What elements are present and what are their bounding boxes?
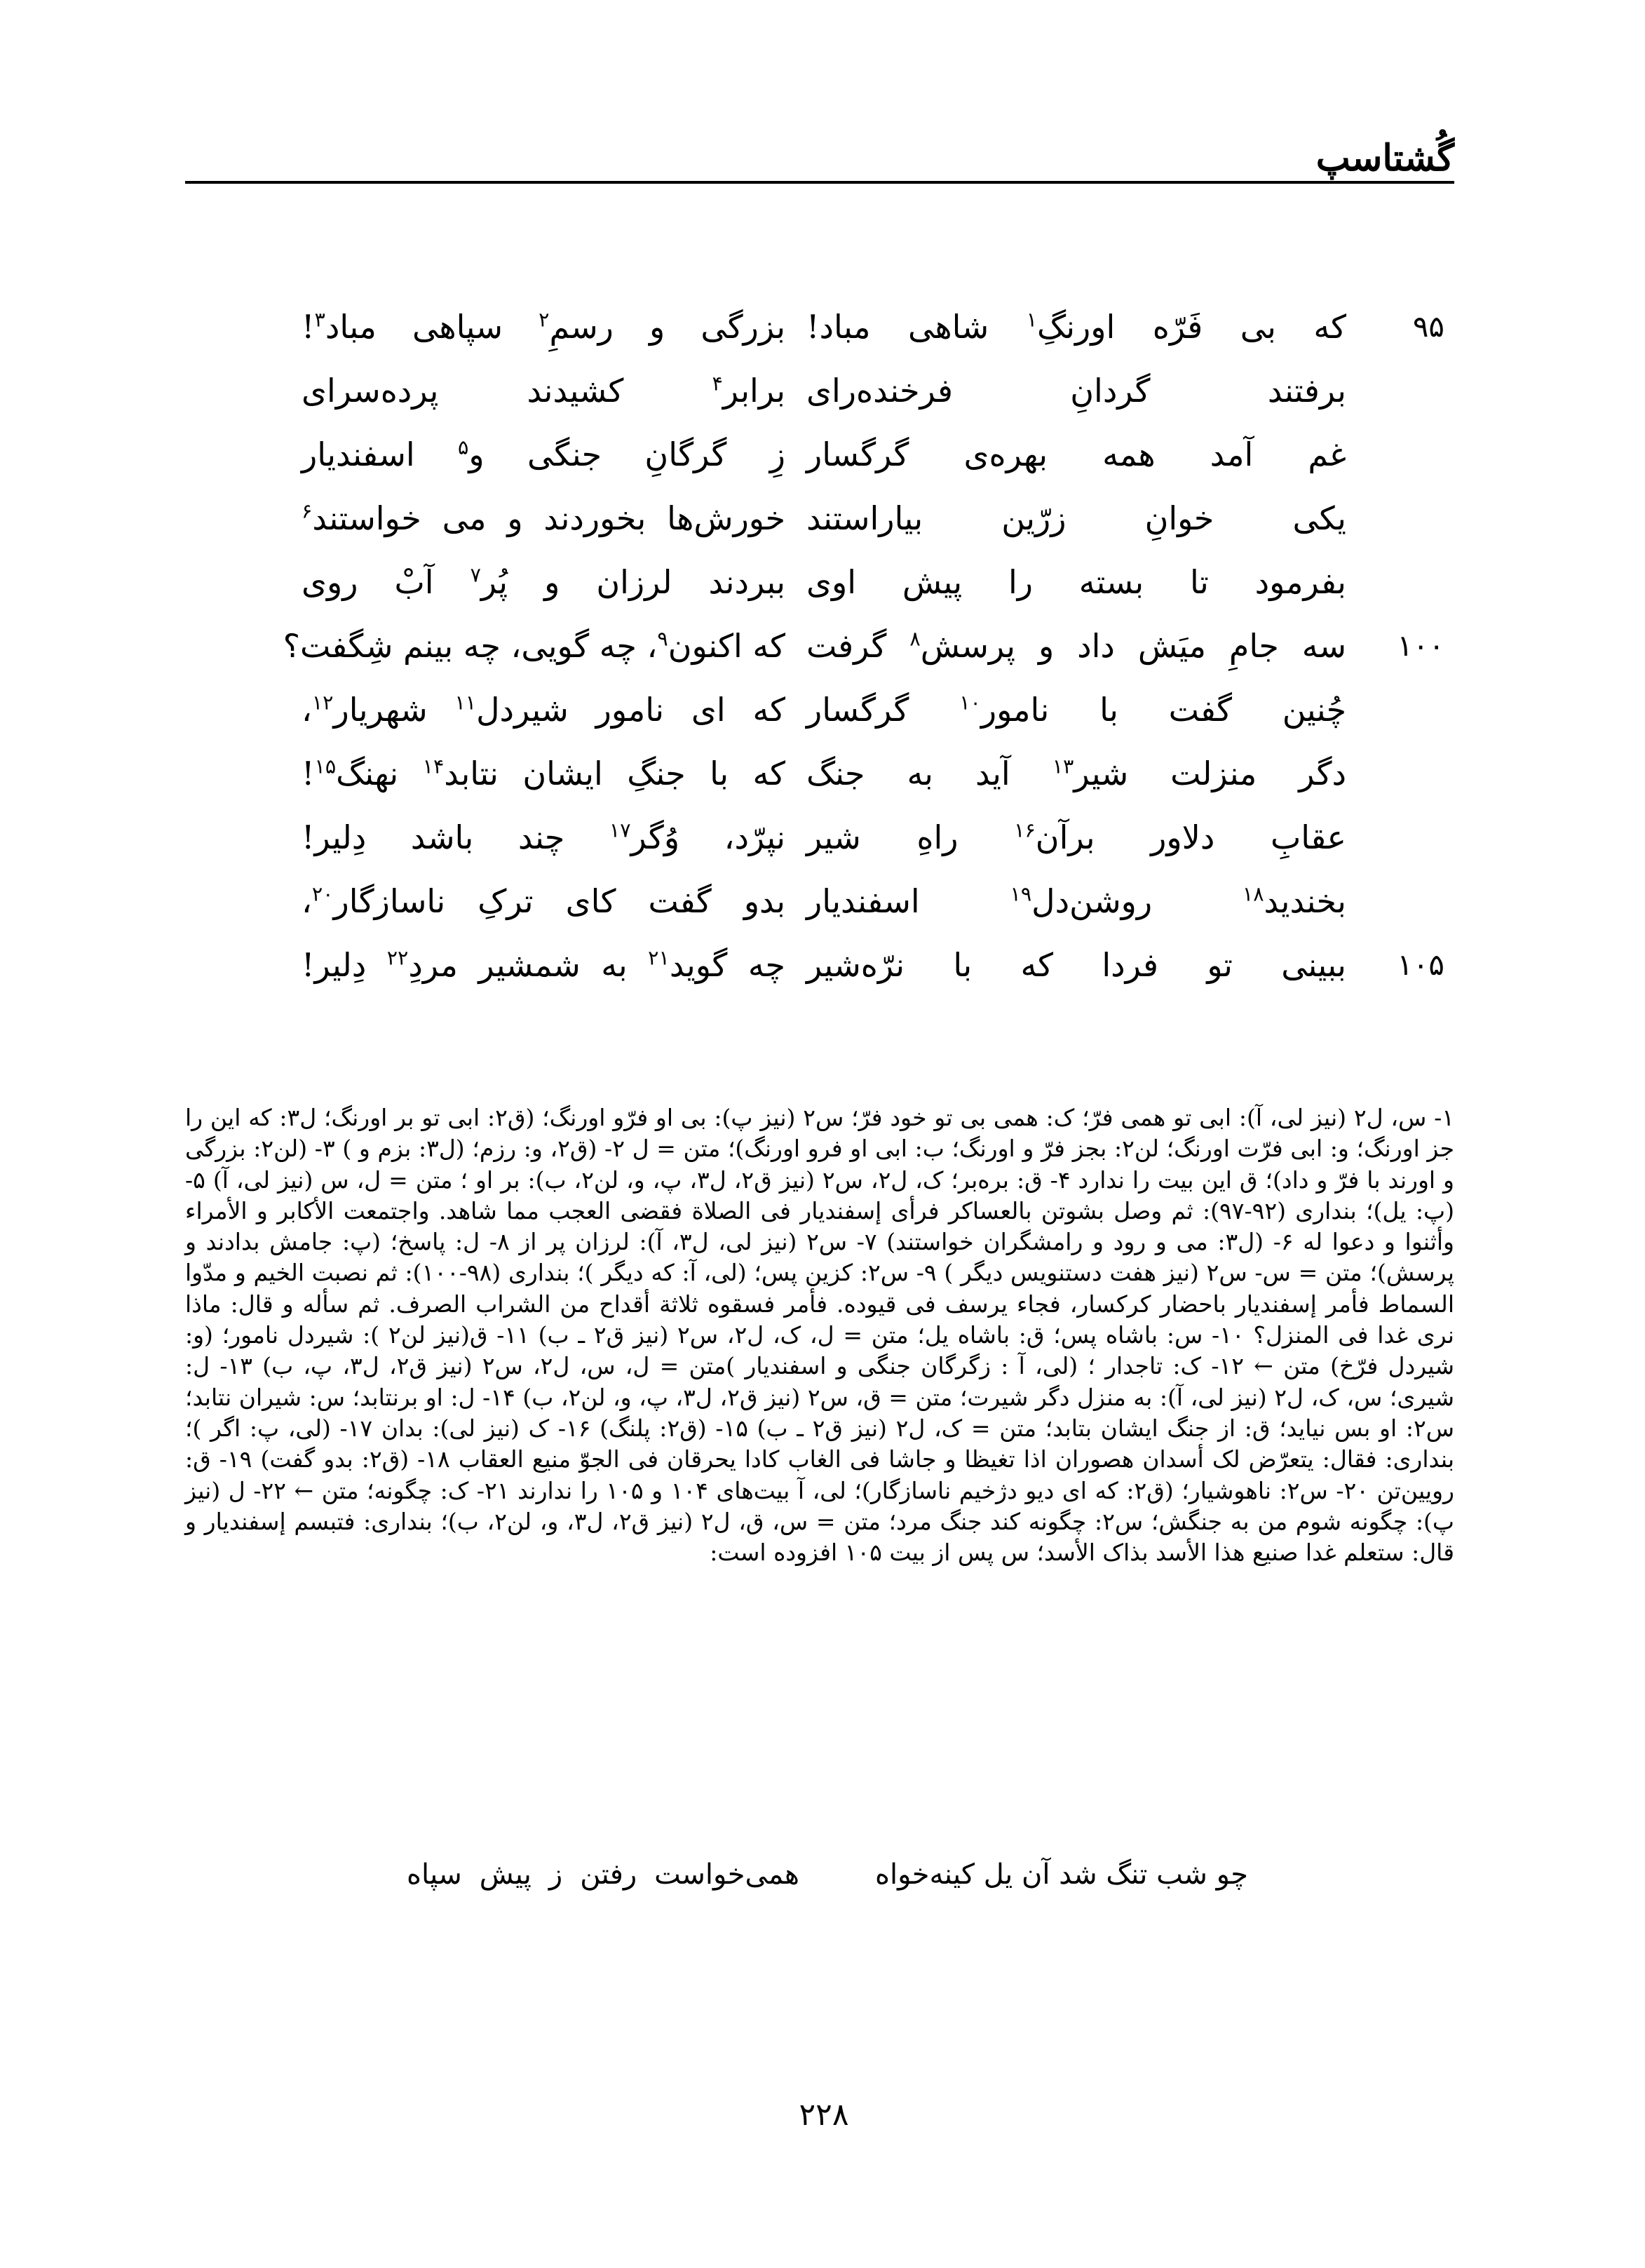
hemistich-text: سپاهی مباد xyxy=(325,307,539,346)
first-hemistich: ببینی تو فردا که با نرّه‌شیر xyxy=(806,945,1346,984)
verse-line xyxy=(280,614,1444,677)
footnote-ref: ۱۰ xyxy=(959,691,981,715)
verse-line xyxy=(280,358,1444,422)
footnote-ref: ۳ xyxy=(314,308,325,332)
poem-body xyxy=(280,295,1444,997)
hemistich-text: که ای نامور شیردل xyxy=(476,690,786,729)
footnote-ref: ۱۵ xyxy=(314,755,337,778)
hemistich-text: به شمشیر مردِ xyxy=(408,945,649,984)
second-hemistich xyxy=(283,626,785,665)
running-header xyxy=(185,126,1454,184)
verse-line xyxy=(280,486,1444,550)
hemistich-text: راهِ شیر xyxy=(806,818,1015,856)
footnote-ref: ۱ xyxy=(1026,308,1038,332)
hemistich-text: روشن‌دل xyxy=(1031,882,1243,920)
footnote-ref: ۲ xyxy=(539,308,550,332)
hemistich-text: شهریار xyxy=(333,690,455,729)
footnote-ref: ۷ xyxy=(470,563,481,587)
second-hemistich xyxy=(302,499,785,537)
hemistich-text: بزرگی و رسمِ xyxy=(549,307,785,346)
verse-line xyxy=(280,295,1444,358)
footnote-ref: ۱۶ xyxy=(1014,818,1036,842)
hemistich-text: آید به جنگ xyxy=(806,754,1052,792)
first-hemistich xyxy=(806,882,1346,920)
hemistich-text: ، xyxy=(302,882,312,920)
hemistich-text: که اکنون xyxy=(668,626,785,665)
hemistich-text: عقابِ دلاور برآن xyxy=(1035,818,1346,856)
hemistich-text: نپرّد، وُگر xyxy=(630,818,785,856)
hemistich-text: بخندید xyxy=(1264,882,1346,920)
hemistich-text: چه گوید xyxy=(669,945,785,984)
verse-line xyxy=(280,550,1444,614)
verse-line xyxy=(280,933,1444,997)
footnote-ref: ۱۹ xyxy=(1010,882,1032,906)
hemistich-text: نهنگ xyxy=(336,754,423,792)
verse-number: ۹۵ xyxy=(1412,309,1444,344)
hemistich-text: ، چه گویی، چه بینم شِگفت؟ xyxy=(283,626,658,665)
hemistich-text: که بی فَرّه اورنگِ xyxy=(1037,307,1346,346)
hemistich-text: ! xyxy=(302,307,315,346)
hemistich-text: شاهی مباد! xyxy=(806,307,1027,346)
hemistich-text: اسفندیار xyxy=(806,882,1010,920)
second-hemistich xyxy=(302,436,785,473)
footnote-ref: ۱۸ xyxy=(1242,882,1264,906)
hemistich-text: آبْ روی xyxy=(302,562,471,601)
hemistich-text: ببردند لرزان و پُر xyxy=(480,562,786,601)
second-hemistich xyxy=(302,882,785,920)
footnote-ref: ۱۷ xyxy=(609,818,631,842)
hemistich-text: که با جنگِ ایشان نتابد xyxy=(444,754,786,792)
footnote-ref: ۱۳ xyxy=(1052,755,1074,778)
verse-line xyxy=(280,741,1444,805)
verse-line xyxy=(280,869,1444,933)
verse-number: ۱۰۵ xyxy=(1397,947,1444,982)
first-hemistich: چو شب تنگ شد آن یل کینه‌خواه xyxy=(875,1858,1248,1891)
second-hemistich xyxy=(302,946,785,984)
hemistich-text: سه جامِ میَش داد و پرسش xyxy=(920,626,1347,665)
hemistich-text: کشیدند پرده‌سرای xyxy=(302,371,712,410)
verse-line xyxy=(280,677,1444,741)
hemistich-text: زِ گرگانِ جنگی و xyxy=(468,435,785,473)
footnote-ref: ۱۲ xyxy=(311,691,334,715)
first-hemistich: برفتند گردانِ فرخنده‌رای xyxy=(806,371,1346,410)
verse-line xyxy=(280,805,1444,869)
hemistich-text: ! xyxy=(302,754,315,792)
hemistich-text: چند باشد دِلیر! xyxy=(302,818,609,856)
first-hemistich xyxy=(806,691,1346,729)
second-hemistich xyxy=(302,691,785,729)
hemistich-text: گرگسار xyxy=(806,690,960,729)
second-hemistich xyxy=(302,563,785,601)
added-verse xyxy=(351,1858,1248,1901)
footnote-ref: ۵ xyxy=(458,436,469,459)
footnote-ref: ۱۴ xyxy=(422,755,445,778)
first-hemistich: یکی خوانِ زرّین بیاراستند xyxy=(806,499,1346,537)
footnote-ref: ۴ xyxy=(712,372,723,396)
footnote-ref: ۱۱ xyxy=(454,691,477,715)
first-hemistich: غم آمد همه بهره‌ی گرگسار xyxy=(806,435,1346,473)
critical-apparatus-footnotes xyxy=(185,1102,1454,1568)
first-hemistich xyxy=(806,308,1346,346)
footnote-ref: ۶ xyxy=(302,499,313,523)
page-title: گُشتاسپ xyxy=(1315,137,1454,180)
second-hemistich: همی‌خواست رفتن ز پیش سپاه xyxy=(407,1858,799,1891)
footnote-ref: ۲۲ xyxy=(386,946,409,970)
footnote-ref: ۲۱ xyxy=(648,946,670,970)
hemistich-text: دگر منزلت شیر xyxy=(1074,754,1347,792)
verse-number: ۱۰۰ xyxy=(1397,628,1444,663)
second-hemistich xyxy=(302,372,785,410)
hemistich-text: چُنین گفت با نامور xyxy=(980,690,1347,729)
hemistich-text: ، xyxy=(302,690,312,729)
footnotes-text: ۱- س، ل۲ (نیز لی، آ): ابی تو همی فرّ؛ ک: همی بی تو خود فرّ؛ س۲ (نیز پ): بی او فرّو اورنگ؛ (ق۲: ابی تو بر اورنگ؛ ل۳: که این را جز اورنگ؛ و: ابی فرّت اورنگ؛ لن۲: بجز فرّ و اورنگ؛ ب: ابی او فرو اورنگ)؛ متن = ل ۲- (ق۲، و: رزم؛ (ل۳: بزم و ) ۳- (لن۲: بزرگی و اورند با فرّ و داد)؛ ق این بیت را ندارد ۴- ق: بره‌بر؛ ک، ل۲، س۲ (نیز ق۲، ل۳، پ، و، لن۲، ب): بر او ؛ متن = ل، س (نیز لی، آ) ۵- (پ: یل)؛ بنداری (۹۲-۹۷): ثم وصل بشوتن بالعساکر فرأی إسفندیار فی الصلاة فقضی العجب مما شاهد. واجتمعت الأکابر و الأمراء وأثنوا و دعوا له ۶- (ل۳: می و رود و رامشگران خواستند) ۷- س۲ (نیز لی، ل۳، آ): لرزان پر از ۸- ل: پاسخ؛ (پ: جامش بدادند و پرسش)؛ متن = س- س۲ (نیز هفت دستنویس دیگر ) ۹- س۲: کزین پس؛ (لی، آ: که دیگر )؛ بنداری (۹۸-۱۰۰): ثم نصبت الخیم و مدّوا السماط فأمر إسفندیار باحضار کرکسار، فجاء یرسف فی قیوده. فأمر فسقوه ثلاثة أقداح من الشراب الصرف. ثم سأله و قال: ماذا نری غدا فی المنزل؟ ۱۰- س: باشاه پس؛ ق: باشاه یل؛ متن = ل، ک، ل۲، س۲ (نیز ق۲ ـ ب) ۱۱- ق(نیز لن۲ ): شیردل نامور؛ (و: شیردل فرّخ) متن ← ۱۲- ک: تاجدار ؛ (لی، آ : زگرگان جنگی و اسفندیار )متن = ل، س، ل۲، س۲ (نیز ق۲، ل۳، پ، ب) ۱۳- ل: شیری؛ س، ک، ل۲ (نیز لی، آ): به منزل دگر شیرت؛ متن = ق، س۲ (نیز ق۲، ل۳، پ، و، لن۲، ب) ۱۴- ل: او برنتابد؛ س: شیران نتابد؛ س۲: او بس نیاید؛ ق: از جنگ ایشان بتابد؛ متن = ک، ل۲ (نیز ق۲ ـ ب) ۱۵- (ق۲: پلنگ) ۱۶- ک (نیز لی): بدان ۱۷- (لی، پ: اگر )؛ بنداری: فقال: یتعرّض لک أسدان هصوران اذا تغیظا و جاشا فی الغاب کادا یحرقان فی الجوّ منیع العقاب ۱۸- (ق۲: بدو گفت) ۱۹- ق: رویین‌تن ۲۰- س۲: ناهوشیار؛ (ق۲: که ای دیو دژخیم ناسازگار)؛ لی، آ بیت‌های ۱۰۴ و ۱۰۵ را ندارند ۲۱- ک: چگونه؛ متن ← ۲۲- ل (نیز پ): چگونه شوم من به جنگش؛ س۲: چگونه کند جنگ مرد؛ متن = س، ق، ل۲ (نیز ق۲، ل۳، و، لن۲، ب)؛ بنداری: فتبسم إسفندیار و قال: ستعلم غدا صنیع هذا الأسد بذاک الأسد؛ س پس از بیت ۱۰۵ افزوده است: xyxy=(185,1104,1455,1567)
hemistich-text: بدو گفت کای ترکِ ناسازگار xyxy=(333,882,785,920)
hemistich-text: اسفندیار xyxy=(302,435,459,473)
verse-line xyxy=(280,422,1444,486)
footnote-ref: ۸ xyxy=(909,627,921,651)
hemistich-text: دِلیر! xyxy=(302,945,387,984)
first-hemistich xyxy=(806,818,1346,856)
second-hemistich xyxy=(302,308,785,346)
first-hemistich xyxy=(806,627,1346,665)
first-hemistich xyxy=(806,755,1346,792)
footnote-ref: ۲۰ xyxy=(311,882,334,906)
footnote-ref: ۹ xyxy=(657,627,668,651)
page-number: ۲۲۸ xyxy=(799,2097,849,2133)
hemistich-text: برابر xyxy=(722,371,785,410)
hemistich-text: گرفت xyxy=(806,626,910,665)
second-hemistich xyxy=(302,755,785,792)
first-hemistich: بفرمود تا بسته را پیش اوی xyxy=(806,562,1346,601)
hemistich-text: خورش‌ها بخوردند و می خواستند xyxy=(312,499,785,537)
second-hemistich xyxy=(302,818,785,856)
